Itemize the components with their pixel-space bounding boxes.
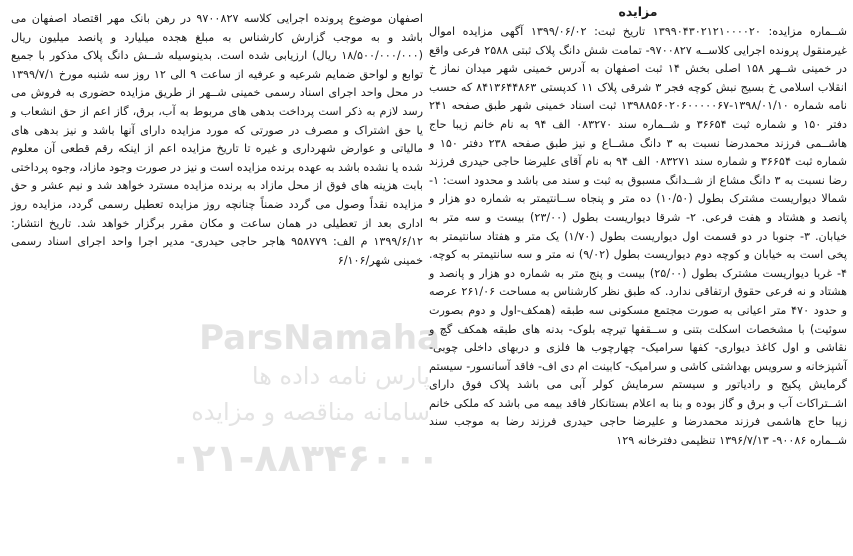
notice-body-part1: شــماره مزایده: ۱۳۹۹۰۴۳۰۲۱۲۱۰۰۰۰۲۰ تاریخ ثبت: ۱۳۹۹/۰۶/۰۲ آگهی مزایده اموال غیرمنقول پرونده اجرایی کلاســه ۹۷۰۰۸۲۷- تمامت شش دانگ پلاک ثبتی ۲۵۸۸ فرعی واقع در خمینی شــهر ۱۵۸ اصلی بخش ۱۴ ثبت اصفهان به آدرس خمینی شهر میدان نماز خ انقلاب اسلامی خ بسیج نبش کوچه فجر ۳ شرقی پلاک ۱۱ کدپستی ۸۴۱۳۶۴۴۸۶۳ که حسب نامه شماره ۱۳۹۸/۰۱/۱۰-۱۳۹۸۸۵۶۰۲۰۶۰۰۰۰۰۶۷ ثبت اسناد خمینی شهر طبق صفحه ۲۴۱ دفتر ۱۵۰ و شماره ثبت ۳۶۶۵۴ و شــماره سند ۰۸۳۲۷۰ الف ۹۴ به نام خانم زیبا حاج هاشــمی فرزند محمدرضا نسبت به ۳ دانگ مشــاع و نیز طبق صفحه ۲۳۸ دفتر ۱۵۰ و شماره ثبت ۳۶۶۵۴ و شماره سند ۰۸۳۲۷۱ الف ۹۴ به نام آقای علیرضا حاجی حیدری فرزند رضا نسبت به ۳ دانگ مشاع از شــدانگ مسبوق به ثبت و سند می باشد و محدود است: ۱- شمالا دیواریست مشترک بطول (۱۰/۵۰) ده متر و پنجاه ســانتیمتر به شماره دو هزار و پانصد و هشتاد و هفت فرعی. ۲- شرقا دیواریست بطول (۲۳/۰۰) بیست و سه متر به خیابان. ۳- جنوبا در دو قسمت اول دیواریست بطول (۱/۷۰) یک متر و هفتاد سانتیمتر به پخی است به خیابان و کوچه دوم دیواریست بطول (۹/۰۲) نه متر و سه سانتیمتر به کوچه. ۴- غربا دیواریست مشترک بطول (۲۵/۰۰) بیست و پنج متر به شماره دو هزار و پانصد و هشتاد و نه فرعی حقوق ارتفاقی ندارد. که طبق نظر کارشناس به مساحت ۲۶۱/۰۶ عرصه و حدود ۴۷۰ متر اعیانی به صورت مجتمع مسکونی سه طبقه (همکف-اول و دوم بصورت سوئیت) با مشخصات اسکلت بتنی و ســقفها تیرچه بلوک- بدنه های طبقه همکف گچ و نقاشی و اول کاغذ دیواری- کفها سرامیک- چهارچوب ها فلزی و دربهای داخلی چوبی- آشپزخانه و سرویس بهداشتی کاشی و سرامیک- کابینت ام دی اف- فاقد آسانسور- سیستم گرمایش پکیج و رادیاتور و سیستم سرمایش کولر آبی می باشد پلاک فوق دارای اشــتراکات آب و برق و گاز بوده و بنا به اعلام بستانکار فاقد بیمه می باشد که ملکی خانم زیبا حاج هاشمی فرزند محمدرضا و علیرضا حاجی حیدری فرزند رضا به موجب سند شــماره ۹۰۰۸۶- ۱۳۹۶/۷/۱۳ تنظیمی دفترخانه ۱۲۹ [429, 25, 848, 448]
notice-left-column [11, 0, 423, 270]
notice-body-part2: اصفهان موضوع پرونده اجرایی کلاسه ۹۷۰۰۸۲۷ در رهن بانک مهر اقتصاد اصفهان می باشد و به موجب گزارش کارشناس به مبلغ هجده میلیارد و پانصد میلیون ریال (۱۸/۵۰۰/۰۰۰/۰۰۰ ریال) ارزیابی شده است. بدینوسیله شــش دانگ پلاک مذکور با جمیع توابع و لواحق ضمایم شرعیه و عرفیه از ساعت ۹ الی ۱۲ روز سه شنبه مورخ ۱۳۹۹/۷/۱ در محل واحد اجرای اسناد رسمی خمینی شــهر از طریق مزایده حضوری به فروش می رسد لازم به ذکر است پرداخت بدهی های مربوط به آب، برق، گاز اعم از حق انشعاب و یا حق اشتراک و مصرف در صورتی که مورد مزایده دارای آنها باشد و نیز بدهی های مالیاتی و عوارض شهرداری و غیره تا تاریخ مزایده اعم از اینکه رقم قطعی آن معلوم شده یا نشده باشد به عهده برنده مزایده است و نیز در صورت وجود مازاد، وجوه پرداختی بابت هزینه های فوق از محل مازاد به برنده مزایده مسترد خواهد شد و نیم عشر و حق مزایده نقداً وصول می گردد ضمناً چنانچه روز مزایده تعطیل رسمی گردد، مزایده روز اداری بعد از تعطیلی در همان ساعت و مکان مقرر برگزار خواهد شد. تاریخ انتشار: ۱۳۹۹/۶/۱۲ م الف: ۹۵۸۷۷۹ هاجر حاجی حیدری- مدیر اجرا واحد اجرای اسناد رسمی خمینی شهر/۶/۱۰۶ [11, 12, 423, 267]
notice-right-column [429, 0, 847, 451]
watermark-phone: ۰۲۱-۸۸۳۴۶۰۰۰ [169, 436, 440, 480]
watermark-brand: ParsNamaha [199, 318, 440, 358]
notice-title: مزایده [618, 4, 658, 19]
watermark-line2: سامانه مناقصه و مزایده [191, 398, 430, 426]
watermark-line1: پارس نامه داده ها [251, 362, 430, 390]
parsnamaha-watermark [169, 318, 440, 548]
